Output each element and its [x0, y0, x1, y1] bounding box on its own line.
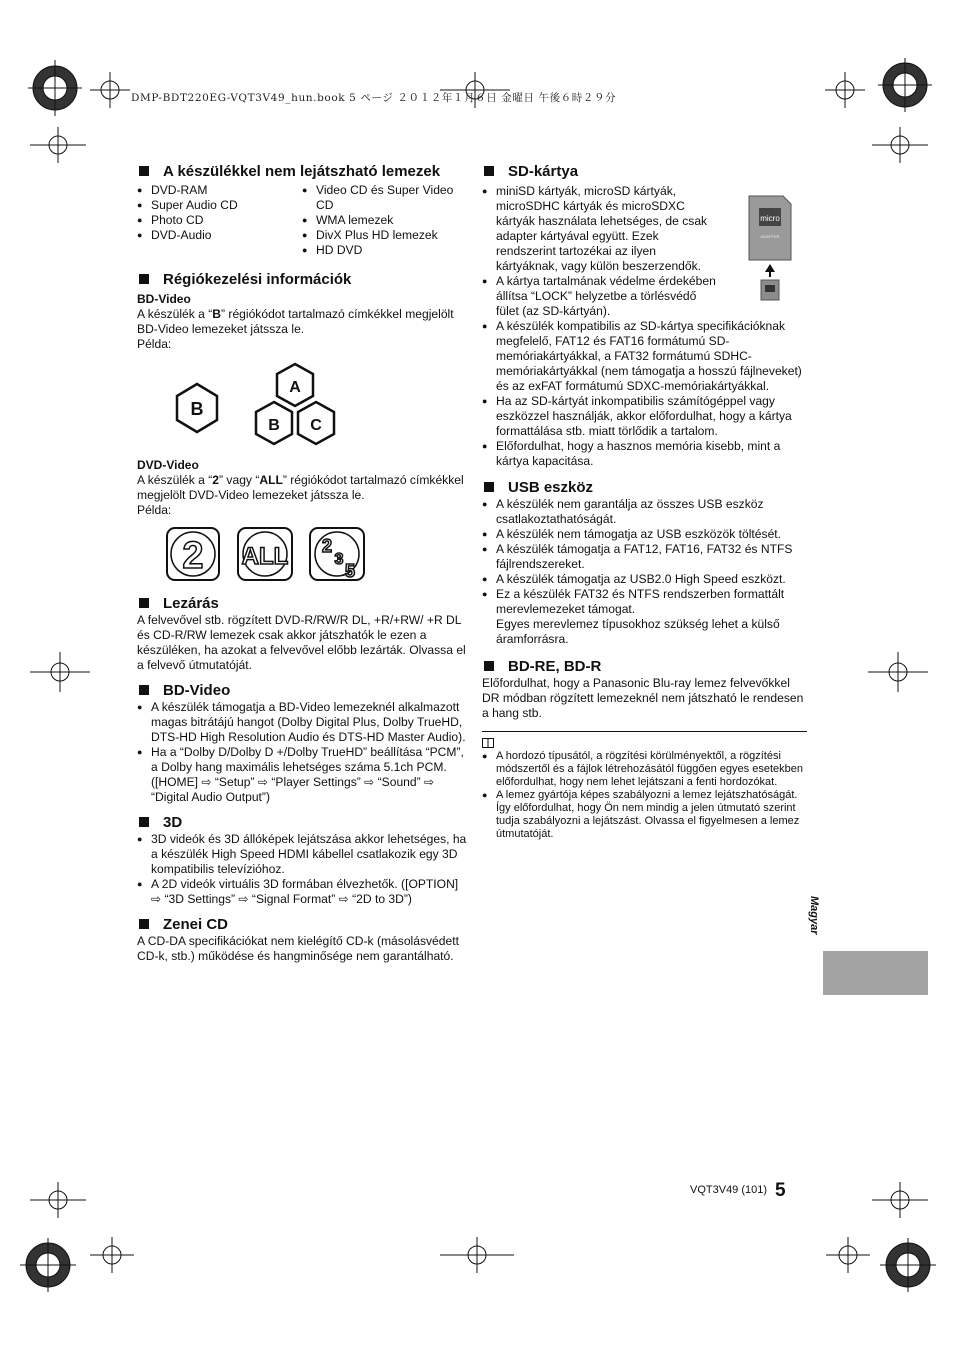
- bd-example-label: Példa:: [137, 337, 172, 351]
- list-item: ● Ez a készülék FAT32 és NTFS rendszerben formattált merevlemezeket támogat.: [482, 587, 807, 617]
- list-item: ● DivX Plus HD lemezek: [302, 228, 467, 243]
- list-item: ● miniSD kártyák, microSD kártyák, microSDHC kártyák és microSDXC kártyák használata lehetséges, de csak adapter kártyával együtt. Ezek rendszerint tartozékai az ilyen kártyáknak, vagy külön beszerzendők.: [482, 184, 807, 274]
- dvd-region-logos: [137, 524, 467, 588]
- bd-logo-letter: B: [190, 399, 204, 419]
- bd-logo-letter: C: [310, 417, 322, 434]
- list-item: ● A készülék támogatja az USB2.0 High Speed eszközt.: [482, 572, 807, 587]
- square-bullet-icon: [139, 817, 149, 827]
- list-item: ● 3D videók és 3D állóképek lejátszása akkor lehetséges, ha a készülék High Speed HDMI kábellel csatlakozik egy 3D kompatibilis televízióhoz.: [137, 832, 467, 877]
- left-column: [137, 162, 467, 964]
- list-item: ● A kártya tartalmának védelme érdekében állítsa “LOCK” helyzetbe a törlésvédő fület (az SD-kártyán).: [482, 274, 807, 319]
- bd-video-subheading: BD-Video: [137, 292, 191, 306]
- section-heading-region: Régiókezelési információk: [137, 270, 467, 289]
- note-block: [482, 738, 807, 841]
- musiccd-text: A CD-DA specifikációkat nem kielégítő CD-k (másolásvédett CD-k, stb.) működése és hangminősége nem garantálható.: [137, 934, 459, 963]
- page-number: 5: [775, 1180, 786, 1201]
- list-item: ● A készülék támogatja a FAT12, FAT16, FAT32 és NTFS fájlrendszereket.: [482, 542, 807, 572]
- section-heading-finalize: Lezárás: [137, 594, 467, 613]
- list-item: ● A készülék nem garantálja az összes USB eszköz csatlakoztathatóságát.: [482, 497, 807, 527]
- nonplay-list-1: [137, 183, 302, 258]
- dvd-logo-text: 2: [182, 535, 204, 577]
- list-item: ● DVD-RAM: [137, 183, 302, 198]
- right-column: [482, 162, 807, 841]
- section-heading-usb: USB eszköz: [482, 478, 807, 497]
- finalize-text: A felvevővel stb. rögzített DVD-R/RW/R DL, +R/+RW/ +R DL és CD-R/RW lemezek csak akkor játszhatók le ezen a készüléken, ha azokat a felvevővel előbb lezárták. Olvassa el a felvevő útmutatóját.: [137, 613, 466, 672]
- dvd-example-label: Példa:: [137, 503, 172, 517]
- list-item: ● Ha a “Dolby D/Dolby D +/Dolby TrueHD” beállítása “PCM”, a Dolby hang maximális lehetséges száma 5.1ch PCM. ([HOME] ⇨ “Setup” ⇨ “Player Settings” ⇨ “Sound” ⇨ “Digital Audio Output”): [137, 745, 467, 805]
- bd-region-text: A készülék a “B” régiókódot tartalmazó címkékkel megjelölt BD-Video lemezeket játssza le.: [137, 307, 454, 336]
- dvd-logo-text: 3: [334, 551, 344, 568]
- sd-list: [482, 184, 807, 469]
- bdre-text: Előfordulhat, hogy a Panasonic Blu-ray lemez felvevőkkel DR módban rögzített lemezeknél nem játszható le rendesen a hang stb.: [482, 676, 804, 720]
- microsd-label: micro: [760, 214, 780, 223]
- square-bullet-icon: [139, 274, 149, 284]
- usb-list: [482, 497, 807, 617]
- language-tab: [823, 951, 928, 995]
- list-item: ● A hordozó típusától, a rögzítési körülményektől, a rögzítési módszertől és a fájlok létrehozásától függően egyes esetekben előfordulhat, hogy nem lehet lejátszani a fenti hordozókat.: [482, 750, 807, 789]
- square-bullet-icon: [484, 661, 494, 671]
- nonplay-list-2: [302, 183, 467, 258]
- list-item: ● Super Audio CD: [137, 198, 302, 213]
- adapter-label: ADAPTER: [760, 234, 780, 239]
- section-heading-bdre: BD-RE, BD-R: [482, 657, 807, 676]
- list-item: ● A lemez gyártója képes szabályozni a lemez lejátszhatóságát. Így előfordulhat, hogy Ön nem mindig a jelen útmutató szerint tudja szabályozni a lejátszást. Olvassa el figyelmesen a lemez útmutatóját.: [482, 789, 807, 841]
- dvd-logo-text: 2: [321, 536, 333, 556]
- footer-code: VQT3V49 (101): [690, 1184, 768, 1196]
- square-bullet-icon: [139, 598, 149, 608]
- note-book-icon: [482, 738, 494, 748]
- bd-region-logos: [137, 354, 467, 454]
- square-bullet-icon: [139, 919, 149, 929]
- language-side-label: Magyar: [808, 896, 820, 935]
- dvd-video-subheading: DVD-Video: [137, 458, 199, 472]
- list-item: ● Video CD és Super Video CD: [302, 183, 467, 213]
- bdvideo-list: [137, 700, 467, 805]
- usb-extra-text: Egyes merevlemez típusokhoz szükség lehet a külső áramforrásra.: [496, 617, 780, 646]
- list-item: ● A készülék kompatibilis az SD-kártya specifikációknak megfelelő, FAT12 és FAT16 formátumú SD-memóriakártyákkal, a FAT32 formátumú SDHC-memóriakártyákkal (nem támogatja a hosszú fájlneveket) és az exFAT formátumú SDXC-memóriakártyákkal.: [482, 319, 807, 394]
- list-item: ● Előfordulhat, hogy a hasznos memória kisebb, mint a kártya kapacitása.: [482, 439, 807, 469]
- section-heading-bdvideo: BD-Video: [137, 681, 467, 700]
- bd-logo-letter: B: [268, 417, 280, 434]
- list-item: ● A készülék támogatja a BD-Video lemezeknél alkalmazott magas bitrátájú hangot (Dolby Digital Plus, Dolby TrueHD, DTS-HD High Resolution Audio és DTS-HD Master Audio).: [137, 700, 467, 745]
- section-heading-3d: 3D: [137, 813, 467, 832]
- list-item: ● Ha az SD-kártyát inkompatibilis számítógéppel vagy eszközzel használják, akkor előfordulhat, hogy a kártya formattálása stb. miatt törlődik a tartalom.: [482, 394, 807, 439]
- dvd-logo-text: ALL: [241, 543, 289, 570]
- section-heading-nonplay: A készülékkel nem lejátszható lemezek: [137, 162, 467, 181]
- list-item: ● DVD-Audio: [137, 228, 302, 243]
- square-bullet-icon: [139, 166, 149, 176]
- square-bullet-icon: [484, 482, 494, 492]
- list-item: ● Photo CD: [137, 213, 302, 228]
- list-item: ● A 2D videók virtuális 3D formában élvezhetők. ([OPTION] ⇨ “3D Settings” ⇨ “Signal Format” ⇨ “2D to 3D”): [137, 877, 467, 907]
- dvd-logo-text: 5: [344, 561, 356, 581]
- nonplay-lists: [137, 183, 467, 258]
- list-item: ● A készülék nem támogatja az USB eszközök töltését.: [482, 527, 807, 542]
- 3d-list: [137, 832, 467, 907]
- square-bullet-icon: [484, 166, 494, 176]
- bd-logo-letter: A: [289, 379, 301, 396]
- section-heading-sd: SD-kártya: [482, 162, 807, 181]
- square-bullet-icon: [139, 685, 149, 695]
- section-heading-musiccd: Zenei CD: [137, 915, 467, 934]
- note-list: [482, 750, 807, 841]
- note-divider: [482, 731, 807, 732]
- dvd-region-text: A készülék a “2” vagy “ALL” régiókódot tartalmazó címkékkel megjelölt DVD-Video lemezeket játssza le.: [137, 473, 464, 502]
- list-item: ● HD DVD: [302, 243, 467, 258]
- print-file-header: DMP-BDT220EG-VQT3V49_hun.book 5 ページ ２０１２年１月６日 金曜日 午後６時２９分: [131, 92, 617, 104]
- list-item: ● WMA lemezek: [302, 213, 467, 228]
